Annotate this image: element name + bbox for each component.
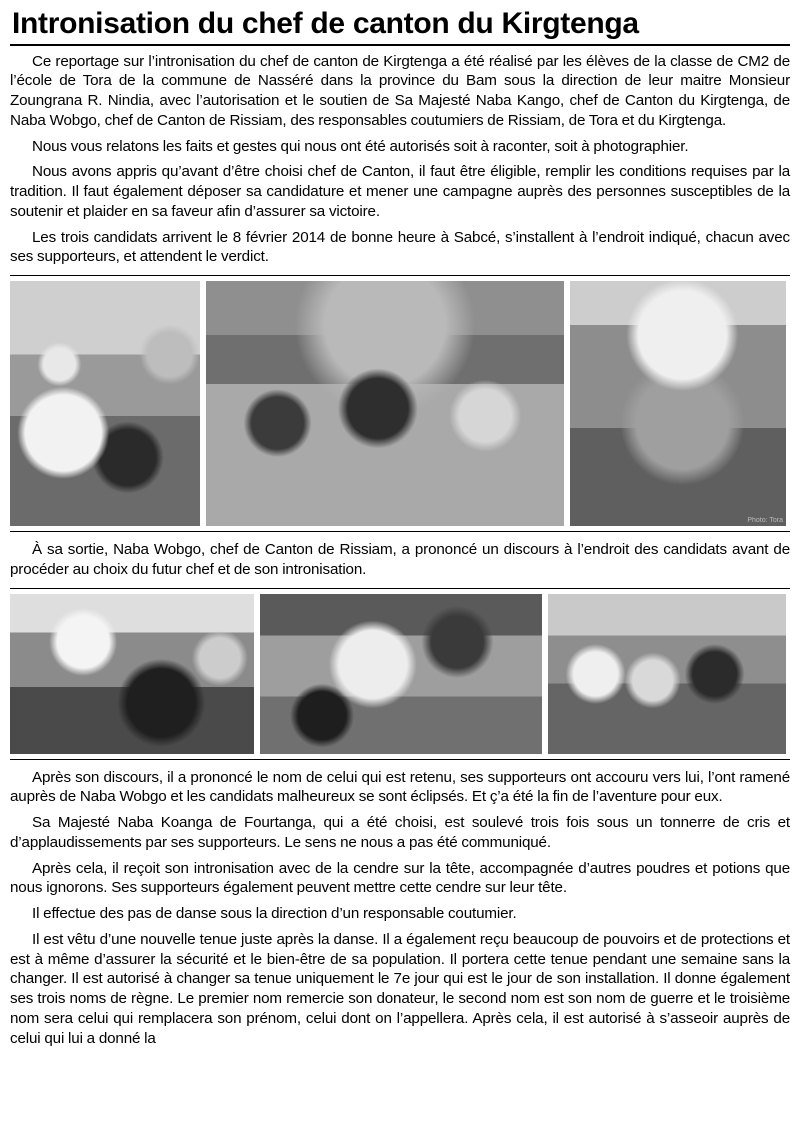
photo-ash-ceremony [260, 594, 542, 754]
photo-chief-naba-wobgo [570, 281, 786, 526]
photo-strip-bottom [10, 588, 790, 760]
photo-strip-top [10, 275, 790, 532]
paragraph-lifted-three-times: Sa Majesté Naba Koanga de Fourtanga, qui a été choisi, est soulevé trois fois sous un tonnerre de cris et d’applaudissements par ses supporteurs. Le sens ne nous a pas été communiqué. [10, 814, 790, 851]
title-divider [10, 44, 790, 46]
photo-three-candidates-seated [206, 281, 564, 526]
paragraph-intro: Ce reportage sur l’intronisation du chef de canton de Kirgtenga a été réalisé par les élèves de la classe de CM2 de l’école de Tora de la commune de Nasséré dans la province du Bam sous la direction de leur maitre Monsieur Zoungrana R. Nindia, avec l’autorisation et le soutien de Sa Majesté Naba Kango, chef de Canton du Kirgtenga, de Naba Wobgo, chef de Canton de Rissiam, des responsables coutumiers de Rissiam, de Tora et du Kirgtenga. [10, 52, 790, 129]
page-title: Intronisation du chef de canton du Kirgtenga [12, 7, 639, 40]
paragraph-eligibility: Nous avons appris qu’avant d’être choisi chef de Canton, il faut être éligible, remplir les conditions requises par la tradition. Il faut également déposer sa candidature et mener une campagne auprès des personnes susceptibles de la soutenir et plaider en sa faveur afin d’assurer sa victoire. [10, 163, 790, 220]
paragraph-ash-intronisation: Après cela, il reçoit son intronisation avec de la cendre sur la tête, accompagnée d’autres poudres et potions que nous ignorons. Ses supporteurs également peuvent mettre cette cendre sur leur tête. [10, 859, 790, 897]
paragraph-candidates-arrival: Les trois candidats arrivent le 8 février 2014 de bonne heure à Sabcé, s’installent à l’endroit indiqué, chacun avec ses supporteurs, et attendent le verdict. [10, 228, 790, 266]
photo-supporters-celebrating [10, 594, 254, 754]
photo-caption: Photo: Tora [747, 517, 783, 524]
paragraph-new-outfit-and-names: Il est vêtu d’une nouvelle tenue juste après la danse. Il a également reçu beaucoup de pouvoirs et de protections et est à même d’assurer la sécurité et le bien-être de sa population. Il portera cette tenue pendant une semaine sans la changer. Il est autorisé à changer sa tenue uniquement le 7e jour qui est le jour de son installation. Il donne également ses trois noms de règne. Le premier nom remercie son donateur, le second nom est son nom de guerre et le troisième nom sera celui qui remplacera son prénom, celui dont on l’appellera. Après cela, il est autorisé à s’asseoir auprès de celui qui lui a donné la [10, 930, 790, 1047]
photo-crowd-line [548, 594, 786, 754]
paragraph-name-announced: Après son discours, il a prononcé le nom de celui qui est retenu, ses supporteurs ont accouru vers lui, l’ont ramené auprès de Naba Wobgo et les candidats malheureux se sont éclipsés. Et ç’a été la fin de l’aventure pour eux. [10, 768, 790, 806]
paragraph-speech: À sa sortie, Naba Wobgo, chef de Canton de Rissiam, a prononcé un discours à l’endroit des candidats avant de procéder au choix du futur chef et de son intronisation. [10, 541, 790, 578]
photo-candidates-arrival [10, 281, 200, 526]
paragraph-dance-steps: Il effectue des pas de danse sous la direction d’un responsable coutumier. [32, 905, 517, 922]
paragraph-facts: Nous vous relatons les faits et gestes qui nous ont été autorisés soit à raconter, soit à photographier. [32, 137, 689, 155]
